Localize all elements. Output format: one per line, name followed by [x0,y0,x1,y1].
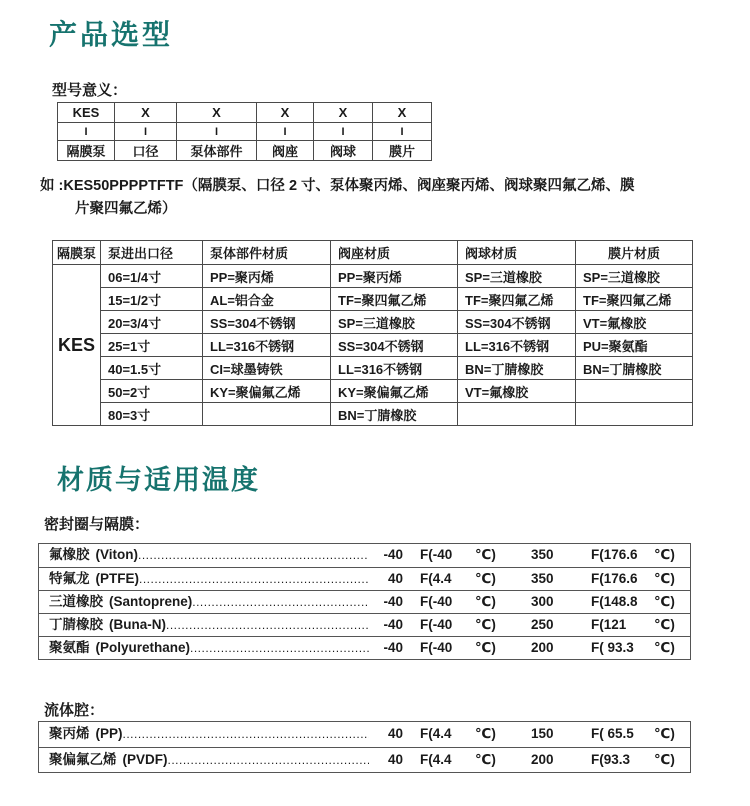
model-code-table [57,102,432,161]
sel-cell: 20=3/4寸 [101,311,203,334]
temp-low-unit: ℃) [475,640,496,655]
table-row [53,265,693,288]
sel-cell [203,403,331,426]
material-name-en: (Viton) [95,547,138,562]
table-row [53,288,693,311]
dot-leader [168,749,370,772]
temp-high-unit: ℃) [654,571,675,586]
temp-high-unit: ℃) [654,617,675,632]
model-connector-row [58,123,432,141]
sel-cell: SP=三道橡胶 [458,265,576,288]
model-cell: I [58,123,115,141]
sel-cell: 50=2寸 [101,380,203,403]
sel-cell: PU=聚氨酯 [576,334,693,357]
sel-cell: SS=304不锈钢 [203,311,331,334]
model-cell: 膜片 [373,141,432,161]
fluid-chamber-label: 流体腔： [44,702,105,719]
temp-low-c: F(4.4 [420,571,452,586]
sel-cell: SP=三道橡胶 [576,265,693,288]
temp-low-f: -40 [383,547,403,562]
model-cell: I [115,123,177,141]
model-cell: 泵体部件 [177,141,257,161]
material-row [39,567,690,590]
col-header-seat-material: 阀座材质 [331,241,458,265]
material-name-cn: 丁腈橡胶 [49,617,103,632]
material-name-en: (PP) [95,726,123,741]
temp-high-c: F(121 [591,617,627,632]
material-name-en: (PTFE) [95,571,139,586]
material-name-cn: 聚氨酯 [49,640,90,655]
temp-high-unit: ℃) [654,640,675,655]
model-label-row [58,141,432,161]
table-row [53,403,693,426]
sel-cell: KY=聚偏氟乙烯 [331,380,458,403]
model-cell: X [373,103,432,123]
model-cell: X [314,103,373,123]
sel-cell: BN=丁腈橡胶 [458,357,576,380]
material-row [39,747,690,772]
page-title-material-temperature: 材质与适用温度 [57,465,260,495]
temp-low-unit: ℃) [475,594,496,609]
temp-high-f: 300 [531,594,554,609]
material-name-cn: 聚丙烯 [49,726,90,741]
seal-material-temp-table [38,543,691,660]
sel-cell: BN=丁腈橡胶 [576,357,693,380]
table-row [53,334,693,357]
temp-high-f: 250 [531,617,554,632]
temp-low-unit: ℃) [475,571,496,586]
temp-high-unit: ℃) [654,752,675,767]
sel-cell: 15=1/2寸 [101,288,203,311]
temp-high-f: 200 [531,640,554,655]
dot-leader [123,723,370,746]
temp-low-c: F(-40 [420,547,453,562]
temp-low-unit: ℃) [475,547,496,562]
temp-low-unit: ℃) [475,726,496,741]
temp-low-c: F(-40 [420,640,453,655]
model-cell: I [314,123,373,141]
material-name-en: (Santoprene) [109,594,193,609]
col-header-body-material: 泵体部件材质 [203,241,331,265]
material-row [39,544,690,567]
sel-cell: LL=316不锈钢 [203,334,331,357]
col-header-pump: 隔膜泵 [53,241,101,265]
table-row [53,357,693,380]
sel-cell [576,403,693,426]
series-label-cell: KES [53,265,101,426]
col-header-diaphragm-material: 膜片材质 [576,241,693,265]
dot-leader [139,569,369,590]
col-header-ball-material: 阀球材质 [458,241,576,265]
model-cell: KES [58,103,115,123]
temp-high-c: F(93.3 [591,752,631,767]
sel-cell [458,403,576,426]
temp-low-c: F(-40 [420,594,453,609]
temp-high-c: F(176.6 [591,571,638,586]
temp-low-unit: ℃) [475,617,496,632]
temp-low-f: -40 [383,640,403,655]
material-name-cn: 三道橡胶 [49,594,103,609]
page-title-product-selection: 产品选型 [49,19,174,50]
sel-cell: LL=316不锈钢 [331,357,458,380]
sel-cell: 40=1.5寸 [101,357,203,380]
material-row [39,613,690,636]
sel-cell: KY=聚偏氟乙烯 [203,380,331,403]
model-cell: I [177,123,257,141]
temp-low-c: F(-40 [420,617,453,632]
temp-high-unit: ℃) [654,726,675,741]
temp-high-f: 150 [531,726,554,741]
dot-leader [190,638,369,659]
temp-high-unit: ℃) [654,594,675,609]
material-name-en: (Buna-N) [109,617,166,632]
sel-cell: SS=304不锈钢 [331,334,458,357]
temp-low-c: F(4.4 [420,752,452,767]
example-line-2: 片聚四氟乙烯） [75,201,177,217]
sel-cell: VT=氟橡胶 [458,380,576,403]
sel-cell: TF=聚四氟乙烯 [331,288,458,311]
dot-leader [166,615,369,636]
temp-low-f: -40 [383,594,403,609]
model-cell: 隔膜泵 [58,141,115,161]
model-cell: I [373,123,432,141]
model-cell: 口径 [115,141,177,161]
sel-cell: TF=聚四氟乙烯 [458,288,576,311]
model-cell: 阀球 [314,141,373,161]
material-row [39,722,690,747]
sel-cell: AL=铝合金 [203,288,331,311]
col-header-port-size: 泵进出口径 [101,241,203,265]
table-row [53,380,693,403]
sel-cell: PP=聚丙烯 [203,265,331,288]
sel-cell: 80=3寸 [101,403,203,426]
sel-cell: 06=1/4寸 [101,265,203,288]
model-cell: X [177,103,257,123]
seal-diaphragm-label: 密封圈与隔膜： [44,516,150,533]
temp-high-unit: ℃) [654,547,675,562]
dot-leader [192,592,369,613]
sel-cell: PP=聚丙烯 [331,265,458,288]
temp-low-unit: ℃) [475,752,496,767]
selection-header-row [53,241,693,265]
material-row [39,636,690,659]
model-cell: 阀座 [257,141,314,161]
sel-cell: TF=聚四氟乙烯 [576,288,693,311]
fluid-chamber-temp-table [38,721,691,773]
material-name-en: (Polyurethane) [95,640,191,655]
model-code-row [58,103,432,123]
selection-table [52,240,693,426]
sel-cell: BN=丁腈橡胶 [331,403,458,426]
model-cell: X [115,103,177,123]
sel-cell: 25=1寸 [101,334,203,357]
model-cell: X [257,103,314,123]
temp-low-f: 40 [387,571,403,586]
temp-high-c: F(176.6 [591,547,638,562]
temp-low-c: F(4.4 [420,726,452,741]
material-name-cn: 特氟龙 [49,571,90,586]
sel-cell: VT=氟橡胶 [576,311,693,334]
temp-high-c: F( 65.5 [591,726,634,741]
material-row [39,590,690,613]
sel-cell: SS=304不锈钢 [458,311,576,334]
temp-low-f: 40 [387,726,403,741]
temp-high-f: 350 [531,571,554,586]
material-name-cn: 氟橡胶 [49,547,90,562]
model-cell: I [257,123,314,141]
sel-cell: CI=球墨铸铁 [203,357,331,380]
material-name-en: (PVDF) [122,752,168,767]
model-example-text [40,175,720,221]
temp-high-f: 200 [531,752,554,767]
example-line-1: 如 :KES50PPPPTFTF（隔膜泵、口径 2 寸、泵体聚丙烯、阀座聚丙烯、阀球聚四氟乙烯、膜 [40,178,635,194]
table-row [53,311,693,334]
temp-low-f: 40 [387,752,403,767]
sel-cell [576,380,693,403]
temp-high-c: F(148.8 [591,594,638,609]
sel-cell: LL=316不锈钢 [458,334,576,357]
sel-cell: SP=三道橡胶 [331,311,458,334]
temp-low-f: -40 [383,617,403,632]
dot-leader [138,545,369,566]
temp-high-c: F( 93.3 [591,640,634,655]
model-meaning-label: 型号意义： [52,82,128,99]
temp-high-f: 350 [531,547,554,562]
material-name-cn: 聚偏氟乙烯 [49,752,117,767]
